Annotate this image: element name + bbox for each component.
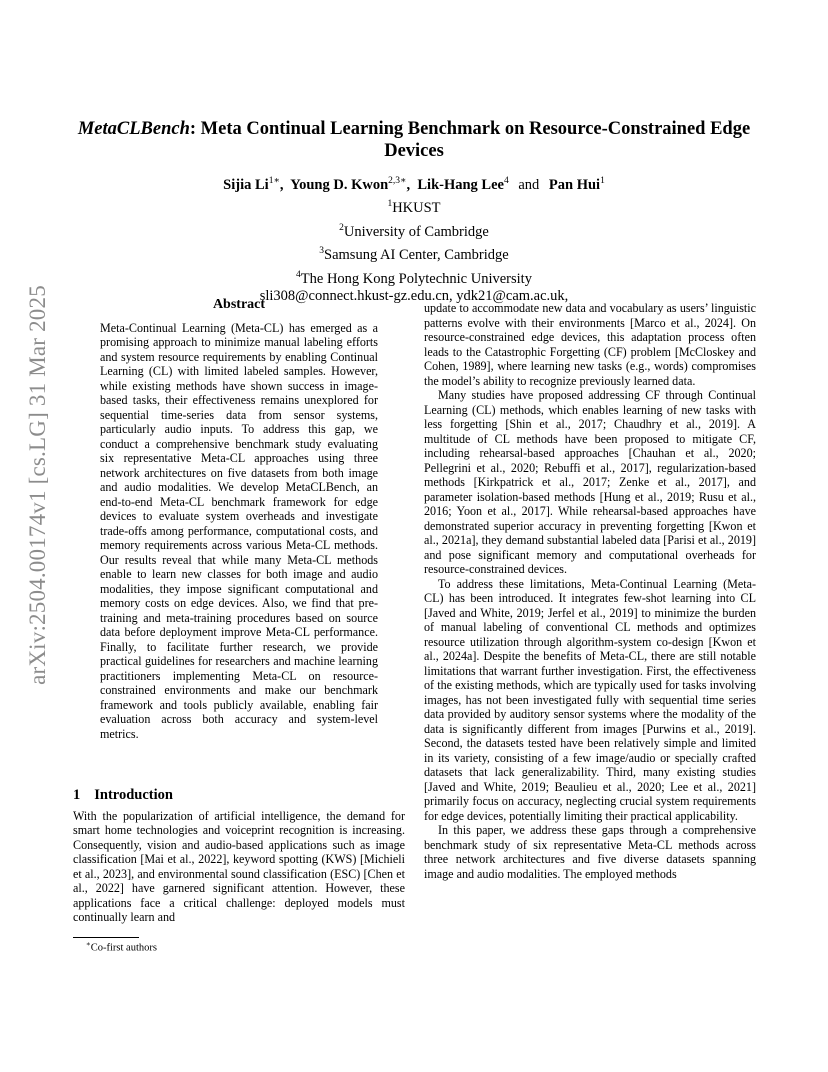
introduction-section — [73, 788, 405, 925]
author-name: Pan Hui — [548, 176, 601, 193]
paragraph: With the popularization of artificial intelligence, the demand for smart home technologies and voiceprint recognition is increasing. Consequently, vision and audio-based applications such as image classification [Mai et al., 2022], keyword spotting (KWS) [Michieli et al., 2023], and environmental sound classification (ESC) [Chen et al., 2022] have garnered significant attention. However, these applications face a critical challenge: deployed models must continually learn and — [73, 808, 405, 924]
affiliation: $^1$HKUST — [387, 198, 441, 216]
abstract-text: Meta-Continual Learning (Meta-CL) has emerged as a promising approach to minimize manual labeling efforts and system resource requirements by enabling Continual Learning (CL) with limited labeled samples. However, while existing methods have shown success in image-based tasks, their effectiveness remains unexplored for sequential time-series data from sensor systems, particularly audio inputs. To address this gap, we conduct a comprehensive benchmark study evaluating six representative Meta-CL approaches using three network architectures on five datasets from both image and audio modalities. We develop MetaCLBench, an end-to-end Meta-CL benchmark framework for edge devices to evaluate system overheads and investigate trade-offs among performance, computational costs, and memory requirements across various Meta-CL methods. Our results reveal that while many Meta-CL methods enable to learn new classes for both image and audio modalities, they impose significant computational and memory costs on edge devices. Also, we find that pre-training and meta-training procedures based on source data before deployment improve Meta-CL performance. Finally, to facilitate further research, we provide practical guidelines for researchers and machine learning practitioners implementing Meta-CL on resource-constrained environments and make our benchmark framework and tools publicly available, enabling fair evaluation across both accuracy and system-level metrics. — [100, 320, 378, 741]
section-number: 1 — [73, 787, 81, 803]
footnote-text: Co-first authors — [90, 942, 157, 954]
footnote-rule — [73, 937, 139, 938]
title-rest: : Meta Continual Learning Benchmark on Resource-Constrained Edge Devices — [189, 119, 751, 161]
author-affiliation-marker: 1 — [600, 176, 605, 186]
affiliation: $^2$University of Cambridge — [339, 222, 489, 240]
paper-header — [60, 118, 768, 304]
authors-conjunction: and — [518, 176, 540, 193]
abstract-heading: Abstract — [212, 297, 266, 312]
paragraph: update to accommodate new data and vocabulary as users’ linguistic patterns evolve with their environments [Marco et al., 2024]. On resource-constrained edge devices, this adaptation process often leads to the Catastrophic Forgetting (CF) problem [McCloskey and Cohen, 1989], where learning new tasks (e.g., words) compromises the model’s ability to recognize previously learned data. — [424, 301, 756, 388]
affiliation: $^3$Samsung AI Center, Cambridge — [319, 246, 509, 264]
right-column — [424, 301, 756, 881]
abstract-section — [100, 298, 378, 741]
paragraph: In this paper, we address these gaps through a comprehensive benchmark study of six representative Meta-CL methods across three network architectures and five diverse datasets spanning image and audio modalities. The employed methods — [424, 823, 756, 881]
paragraph: Many studies have proposed addressing CF through Continual Learning (CL) methods, which enables learning of new tasks with less forgetting [Shin et al., 2017; Chaudhry et al., 2019]. A multitude of CL methods have been proposed to mitigate CF, including rehearsal-based approaches [Chauhan et al., 2020; Pellegrini et al., 2020; Rebuffi et al., 2017], regularization-based methods [Kirkpatrick et al., 2017; Zenke et al., 2017], and parameter isolation-based methods [Hung et al., 2019; Rusu et al., 2016; Yoon et al., 2017]. While rehearsal-based approaches have demonstrated superior accuracy in preventing forgetting [Kwon et al., 2021a], they demand substantial labeled data [Parisi et al., 2019] and pose significant memory and computational overheads for resource-constrained devices. — [424, 388, 756, 576]
paper-title — [60, 118, 768, 162]
section-title: Introduction — [94, 787, 173, 803]
author-affiliation-marker: 1∗ — [268, 176, 280, 186]
section-heading — [73, 788, 405, 803]
author-name: Sijia Li — [223, 176, 269, 193]
author-name: Lik-Hang Lee — [417, 176, 504, 193]
author-affiliation-marker: 4 — [503, 176, 509, 186]
author-name: Young D. Kwon — [290, 176, 389, 193]
title-italic: MetaCLBench — [77, 119, 190, 139]
author-emails: sli308@connect.hkust-gz.edu.cn, ydk21@cam.ac.uk, — [259, 288, 569, 305]
footnote-marker: ∗ — [86, 940, 91, 948]
affiliation: $^4$The Hong Kong Polytechnic University — [296, 270, 532, 288]
arxiv-identifier-stamp — [17, 285, 59, 685]
author-affiliation-marker: 2,3∗ — [388, 176, 407, 186]
footnote — [86, 940, 157, 954]
author-list: Sijia $Li^{1∗}$, Young D. Kwon$^{2,3∗}$, Lik-Hang Lee$^4$ and Pan Hui$^1$ — [223, 176, 605, 193]
arxiv-identifier-text: arXiv:2504.00174v1 [cs.LG] 31 Mar 2025 — [25, 285, 51, 685]
paragraph: To address these limitations, Meta-Continual Learning (Meta-CL) has been introduced. It integrates few-shot learning into CL [Javed and White, 2019; Jerfel et al., 2019] to minimize the burden of manual labeling of conventional CL methods and optimizes resource utilization through algorithm-system co-design [Kwon et al., 2024a]. Despite the benefits of Meta-CL, there are still notable limitations that warrant further investigation. First, the effectiveness of the existing methods, which are typically used for tasks involving images, has not been investigated fully with sequential time series data provided by auditory sensor systems where the modality of the data is significantly different from images [Purwins et al., 2019]. Second, the datasets tested have been relatively simple and limited in its variety, consisting of a few image/audio or specially crafted datasets that lack generalizability. Third, many existing studies [Javed and White, 2019; Beaulieu et al., 2020; Lee et al., 2021] primarily focus on accuracy, neglecting crucial system requirements for edge devices, potentially limiting their practical applicability. — [424, 576, 756, 823]
